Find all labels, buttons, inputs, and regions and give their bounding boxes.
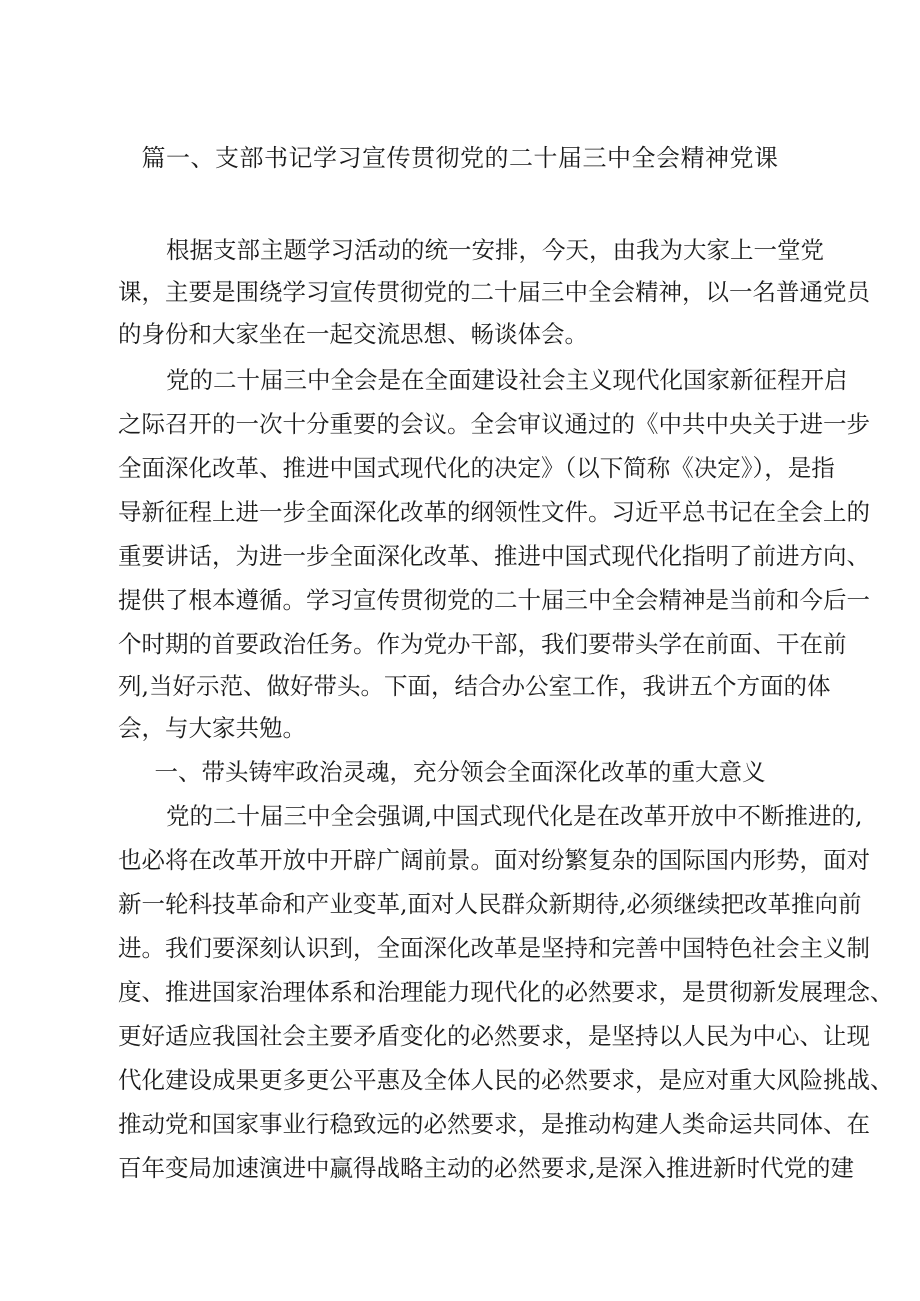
paragraph-line: 也必将在改革开放中开辟广阔前景。面对纷繁复杂的国际国内形势，面对 <box>118 846 870 874</box>
paragraph-line: 百年变局加速演进中赢得战略主动的必然要求,是深入推进新时代党的建 <box>118 1154 854 1182</box>
paragraph-line: 党的二十届三中全会强调,中国式现代化是在改革开放中不断推进的, <box>166 802 863 830</box>
paragraph-line: 代化建设成果更多更公平惠及全体人民的必然要求，是应对重大风险挑战、 <box>118 1066 894 1094</box>
paragraph-line: 全面深化改革、推进中国式现代化的决定》（以下简称《决定》），是指 <box>118 454 835 482</box>
paragraph-line: 列,当好示范、做好带头。下面，结合办公室工作，我讲五个方面的体 <box>118 672 831 700</box>
paragraph-line: 个时期的首要政治任务。作为党办干部，我们要带头学在前面、干在前 <box>118 630 847 658</box>
paragraph-line: 会，与大家共勉。 <box>118 714 306 742</box>
paragraph-line: 推动党和国家事业行稳致远的必然要求，是推动构建人类命运共同体、在 <box>118 1110 870 1138</box>
paragraph-line: 之际召开的一次十分重要的会议。全会审议通过的《中共中央关于进一步 <box>118 410 870 438</box>
paragraph-line: 新一轮科技革命和产业变革,面对人民群众新期待,必须继续把改革推向前 <box>118 890 862 918</box>
paragraph-line: 提供了根本遵循。学习宣传贯彻党的二十届三中全会精神是当前和今后一 <box>118 586 870 614</box>
paragraph-line: 党的二十届三中全会是在全面建设社会主义现代化国家新征程开启 <box>166 366 848 394</box>
document-title: 篇一、支部书记学习宣传贯彻党的二十届三中全会精神党课 <box>141 144 779 172</box>
paragraph-line: 更好适应我国社会主要矛盾变化的必然要求，是坚持以人民为中心、让现 <box>118 1022 870 1050</box>
paragraph-line: 导新征程上进一步全面深化改革的纲领性文件。习近平总书记在全会上的 <box>118 498 870 526</box>
paragraph-line: 根据支部主题学习活动的统一安排，今天，由我为大家上一堂党 <box>166 236 824 264</box>
paragraph-line: 课，主要是围绕学习宣传贯彻党的二十届三中全会精神，以一名普通党员 <box>118 278 870 306</box>
paragraph-line: 重要讲话，为进一步全面深化改革、推进中国式现代化指明了前进方向、 <box>118 542 870 570</box>
paragraph-line: 的身份和大家坐在一起交流思想、畅谈体会。 <box>118 320 588 348</box>
paragraph-line: 进。我们要深刻认识到，全面深化改革是坚持和完善中国特色社会主义制 <box>118 934 870 962</box>
section-heading: 一、带头铸牢政治灵魂，充分领会全面深化改革的重大意义 <box>154 758 766 786</box>
paragraph-line: 度、推进国家治理体系和治理能力现代化的必然要求，是贯彻新发展理念、 <box>118 978 894 1006</box>
